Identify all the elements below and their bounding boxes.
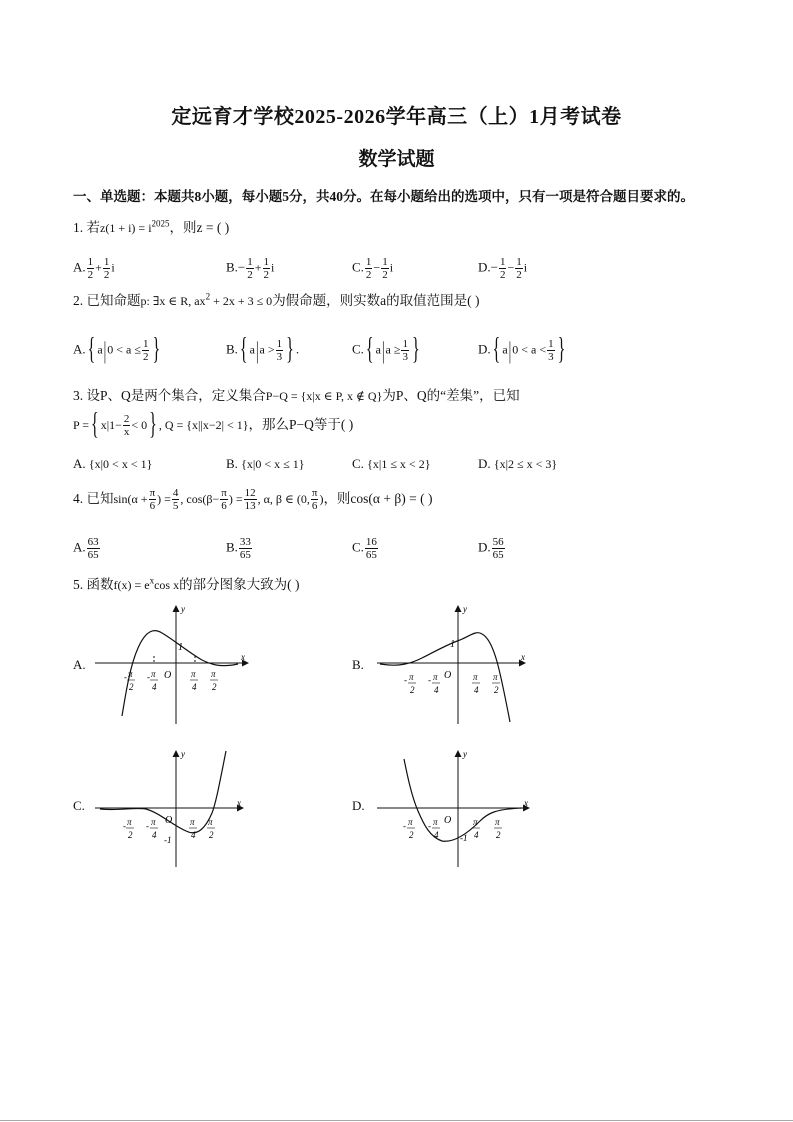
q2-option-c[interactable]: C. { a|a ≥ $\frac{1}{3}$ } bbox=[352, 333, 420, 366]
svg-text:π: π bbox=[190, 817, 195, 827]
question-3-line1: 3. 设P、Q是两个集合，定义集合P−Q = {x|x ∈ P, x ∉ Q}为P、Q的“差集”，已知 bbox=[73, 388, 520, 403]
svg-text:π: π bbox=[433, 817, 438, 827]
svg-text:x: x bbox=[241, 652, 245, 662]
svg-text:π: π bbox=[151, 669, 156, 679]
svg-text:2: 2 bbox=[494, 685, 499, 695]
svg-text:π: π bbox=[211, 669, 216, 679]
svg-text:π: π bbox=[151, 817, 156, 827]
svg-text:π: π bbox=[208, 817, 213, 827]
svg-text:4: 4 bbox=[474, 685, 479, 695]
svg-text:4: 4 bbox=[192, 682, 197, 692]
svg-text:-: - bbox=[428, 821, 431, 831]
svg-text:4: 4 bbox=[434, 685, 439, 695]
svg-text:y: y bbox=[463, 604, 467, 614]
svg-text:y: y bbox=[181, 604, 185, 614]
q1-exp: 2025 bbox=[151, 218, 170, 229]
svg-text:π: π bbox=[473, 672, 478, 682]
tick-labels bbox=[404, 672, 500, 695]
q1-tail: ，则z = ( ) bbox=[169, 220, 230, 235]
q5-option-c-label[interactable]: C. bbox=[73, 798, 85, 813]
q5-option-d-label[interactable]: D. bbox=[352, 798, 365, 813]
svg-text:4: 4 bbox=[152, 830, 157, 840]
svg-text:x: x bbox=[237, 798, 241, 808]
question-4: 4. 已知sin(α + $\frac{\pi}{6}$ ) = $\frac{4}{5}$ , cos(β− $\frac{\pi}{6}$ ) = $\frac{12}{13}$ , α, β ∈ (0, $\frac{\pi}{6}$ )，则cos(α + β) = ( ) bbox=[73, 487, 433, 513]
q1-option-a[interactable]: A. $\frac{1}{2}$ + $\frac{1}{2}$ i bbox=[73, 256, 115, 281]
svg-text:y: y bbox=[181, 749, 185, 759]
svg-text:π: π bbox=[473, 817, 478, 827]
svg-text:π: π bbox=[128, 669, 133, 679]
svg-text:x: x bbox=[524, 798, 528, 808]
svg-text:-1: -1 bbox=[164, 835, 172, 845]
q1-lead: 1. 若 bbox=[73, 220, 100, 235]
graph-a[interactable] bbox=[90, 600, 260, 730]
svg-text:π: π bbox=[408, 817, 413, 827]
question-2: 2. 已知命题p: ∃x ∈ R, $ax^2 + 2x + 3 \le 0$为假命题，则实数a的取值范围是( ) bbox=[73, 291, 480, 308]
exam-subtitle: 数学试题 bbox=[358, 149, 435, 170]
graph-d[interactable] bbox=[372, 745, 537, 870]
q5-option-b-label[interactable]: B. bbox=[352, 657, 364, 672]
q3-option-a[interactable]: A. {x|0 < x < 1} bbox=[73, 456, 153, 471]
q4-option-c[interactable]: C. $\frac{16}{65}$ bbox=[352, 536, 377, 561]
q2-option-b[interactable]: B. { a|a > $\frac{1}{3}$ } . bbox=[226, 333, 300, 366]
svg-text:-: - bbox=[428, 675, 431, 685]
svg-text:O: O bbox=[165, 815, 173, 826]
graph-c[interactable] bbox=[90, 745, 255, 870]
svg-text:2: 2 bbox=[409, 830, 414, 840]
svg-text:O: O bbox=[164, 670, 172, 681]
svg-text:-: - bbox=[404, 675, 407, 685]
q4-option-b[interactable]: B. $\frac{33}{65}$ bbox=[226, 536, 251, 561]
svg-text:-: - bbox=[146, 821, 149, 831]
svg-text:2: 2 bbox=[410, 685, 415, 695]
q5-option-a-label[interactable]: A. bbox=[73, 657, 86, 672]
svg-text:x: x bbox=[521, 652, 525, 662]
exam-title: 定远育才学校2025-2026学年高三（上）1月考试卷 bbox=[171, 106, 622, 128]
svg-text:π: π bbox=[409, 672, 414, 682]
svg-text:2: 2 bbox=[129, 682, 134, 692]
svg-text:2: 2 bbox=[496, 830, 501, 840]
svg-text:4: 4 bbox=[434, 830, 439, 840]
q2-option-a[interactable]: A. { a|0 < a ≤ $\frac{1}{2}$ } bbox=[73, 333, 161, 366]
q1-expr: z(1 + i) = i bbox=[100, 221, 152, 235]
svg-text:-: - bbox=[403, 821, 406, 831]
svg-text:4: 4 bbox=[191, 830, 196, 840]
svg-text:-: - bbox=[124, 672, 127, 682]
question-5: 5. 函数$f(x) = e^x\cos$ x的部分图象大致为( ) bbox=[73, 575, 300, 592]
page-bottom-rule bbox=[0, 1120, 793, 1121]
graph-b[interactable] bbox=[372, 600, 537, 730]
svg-text:-: - bbox=[123, 821, 126, 831]
curve bbox=[404, 759, 522, 841]
svg-text:2: 2 bbox=[209, 830, 214, 840]
q4-option-d[interactable]: D. $\frac{56}{65}$ bbox=[478, 536, 504, 561]
q1-option-b[interactable]: B.− $\frac{1}{2}$ + $\frac{1}{2}$ i bbox=[226, 256, 275, 281]
section-heading: 一、单选题：本题共8小题，每小题5分，共40分。在每小题给出的选项中，只有一项是符合题目要求的。 bbox=[73, 189, 694, 204]
svg-text:4: 4 bbox=[152, 682, 157, 692]
svg-text:-: - bbox=[147, 672, 150, 682]
svg-text:1: 1 bbox=[450, 639, 455, 650]
q3-option-b[interactable]: B. {x|0 < x ≤ 1} bbox=[226, 456, 305, 471]
svg-text:π: π bbox=[433, 672, 438, 682]
tick-labels bbox=[403, 817, 502, 840]
svg-text:O: O bbox=[444, 815, 452, 826]
q1-option-c[interactable]: C. $\frac{1}{2}$ − $\frac{1}{2}$ i bbox=[352, 256, 394, 281]
svg-text:2: 2 bbox=[212, 682, 217, 692]
svg-text:4: 4 bbox=[474, 830, 479, 840]
q2-option-d[interactable]: D. { a|0 < a < $\frac{1}{3}$ } bbox=[478, 333, 566, 366]
q3-option-d[interactable]: D. {x|2 ≤ x < 3} bbox=[478, 456, 558, 471]
svg-text:2: 2 bbox=[128, 830, 133, 840]
svg-text:1: 1 bbox=[178, 642, 183, 653]
question-3-line2: P = { x|1− $\frac{2}{x}$ < 0 } , Q = {x||x−2| < 1}，那么P−Q等于( ) bbox=[73, 408, 354, 442]
q1-option-d[interactable]: D.− $\frac{1}{2}$ − $\frac{1}{2}$ i bbox=[478, 256, 528, 281]
q3-option-c[interactable]: C. {x|1 ≤ x < 2} bbox=[352, 456, 431, 471]
svg-text:π: π bbox=[127, 817, 132, 827]
question-1 bbox=[73, 216, 229, 236]
svg-text:-1: -1 bbox=[460, 833, 468, 843]
svg-text:O: O bbox=[444, 670, 452, 681]
svg-text:π: π bbox=[493, 672, 498, 682]
svg-text:π: π bbox=[495, 817, 500, 827]
svg-text:π: π bbox=[191, 669, 196, 679]
svg-text:y: y bbox=[463, 749, 467, 759]
q4-option-a[interactable]: A. $\frac{63}{65}$ bbox=[73, 536, 99, 561]
